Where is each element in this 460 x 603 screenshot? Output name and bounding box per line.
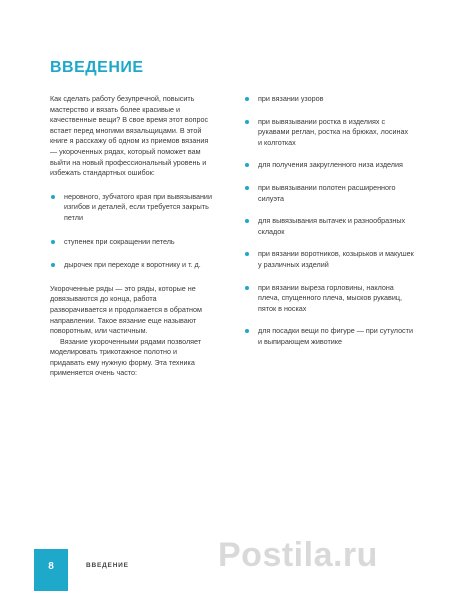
list-item: неровного, зубчатого края при вывязывании изгибов и деталей, если требуется закрыть петли	[50, 192, 213, 224]
definition-paragraph: Укороченные ряды — это ряды, которые не довязываются до конца, работа разворачивается и продолжается в обратном направлении. Такое вязание еще называют поворотным, или частичным.	[50, 283, 202, 336]
bullet-icon	[245, 219, 249, 223]
bullet-icon	[245, 186, 249, 190]
bullet-icon	[51, 263, 55, 267]
bullet-icon	[245, 252, 249, 256]
page-number-tab	[34, 549, 68, 591]
right-column	[244, 94, 414, 360]
bullet-icon	[245, 120, 249, 124]
watermark: Postila.ru	[218, 536, 378, 574]
running-footer-label: ВВЕДЕНИЕ	[86, 562, 129, 569]
intro-paragraph: Как сделать работу безупречной, повысить мастерство и вязать более красивые и качественные вещи? В свое время этот вопрос встает перед многими вязальщицами. В этой книге я расскажу об одном из приемов вязания — укороченных рядах, который поможет вам выйти на новый профессиональный уровень и избежать стандартных ошибок:	[50, 94, 209, 178]
bullet-icon	[51, 240, 55, 244]
left-column	[50, 94, 213, 379]
list-item: при вывязывании ростка в изделиях с рукавами реглан, ростка на брюках, лосинах и колготках	[244, 117, 414, 149]
page-title: ВВЕДЕНИЕ	[50, 59, 144, 76]
list-item: для вывязывания вытачек и разнообразных складок	[244, 216, 414, 237]
list-item: ступенек при сокращении петель	[50, 237, 213, 248]
bullet-icon	[51, 195, 55, 199]
list-item: при вывязывании полотен расширенного силуэта	[244, 183, 414, 204]
list-item: дырочек при переходе к воротнику и т. д.	[50, 260, 213, 271]
list-item: для получения закругленного низа изделия	[244, 160, 414, 171]
page-number: 8	[48, 561, 54, 572]
list-item: при вязании узоров	[244, 94, 414, 105]
list-item: при вязании выреза горловины, наклона плеча, спущенного плеча, мысков рукавиц, пяток в носках	[244, 283, 414, 315]
bullet-icon	[245, 97, 249, 101]
bullet-icon	[245, 163, 249, 167]
list-item: для посадки вещи по фигуре — при сутулости и выпирающем животике	[244, 326, 414, 347]
bullet-icon	[245, 329, 249, 333]
bullet-icon	[245, 286, 249, 290]
right-bullet-list	[244, 94, 414, 348]
usage-paragraph: Вязание укороченными рядами позволяет моделировать трикотажное полотно и придавать ему нужную форму. Эта техника применяется очень часто:	[50, 336, 202, 378]
list-item: при вязании воротников, козырьков и макушек у различных изделий	[244, 249, 414, 270]
left-bullet-list	[50, 192, 213, 271]
